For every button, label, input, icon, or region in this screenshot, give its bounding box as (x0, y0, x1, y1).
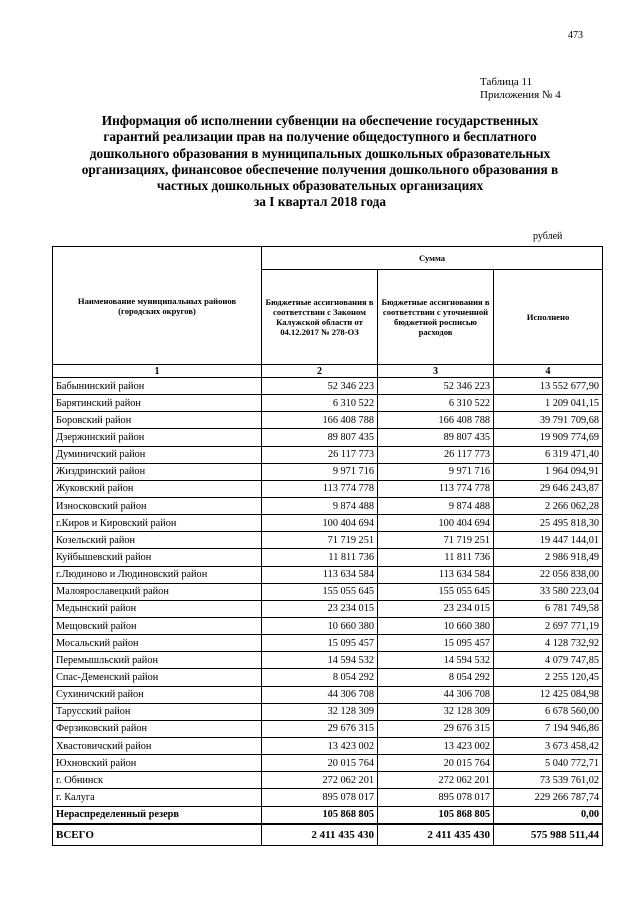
law-allocation: 6 310 522 (262, 395, 378, 412)
table-row (53, 446, 603, 463)
district-name: Нераспределенный резерв (53, 806, 262, 824)
revised-allocation: 9 874 488 (378, 497, 494, 514)
page-number: 473 (568, 30, 583, 41)
header-executed: Исполнено (494, 270, 603, 365)
district-name: Мещовский район (53, 617, 262, 634)
table-row (53, 720, 603, 737)
executed-amount: 0,00 (494, 806, 603, 824)
law-allocation: 155 055 645 (262, 583, 378, 600)
revised-allocation: 14 594 532 (378, 652, 494, 669)
table-row (53, 617, 603, 634)
law-allocation: 100 404 694 (262, 515, 378, 532)
executed-amount: 2 697 771,19 (494, 617, 603, 634)
header-name: Наименование муниципальных районов (городских округов) (53, 247, 262, 365)
executed-amount: 7 194 946,86 (494, 720, 603, 737)
revised-allocation: 113 774 778 (378, 480, 494, 497)
district-name: Жиздринский район (53, 463, 262, 480)
revised-allocation: 166 408 788 (378, 412, 494, 429)
revised-allocation: 9 971 716 (378, 463, 494, 480)
document-title (40, 113, 600, 211)
law-allocation: 895 078 017 (262, 789, 378, 806)
executed-amount: 1 209 041,15 (494, 395, 603, 412)
district-name: Перемышльский район (53, 652, 262, 669)
district-name: г.Киров и Кировский район (53, 515, 262, 532)
revised-allocation: 26 117 773 (378, 446, 494, 463)
district-name: Козельский район (53, 532, 262, 549)
revised-allocation: 113 634 584 (378, 566, 494, 583)
column-number: 3 (378, 365, 494, 378)
district-name: Боровский район (53, 412, 262, 429)
executed-amount: 4 079 747,85 (494, 652, 603, 669)
total-law-allocation: 2 411 435 430 (262, 824, 378, 846)
table-row (53, 378, 603, 395)
law-allocation: 15 095 457 (262, 635, 378, 652)
title-line: организациях, финансовое обеспечение получения дошкольного образования в (81, 161, 559, 177)
table-row (53, 480, 603, 497)
total-name: ВСЕГО (53, 824, 262, 846)
executed-amount: 1 964 094,91 (494, 463, 603, 480)
table-row (53, 772, 603, 789)
executed-amount: 19 909 774,69 (494, 429, 603, 446)
column-number: 2 (262, 365, 378, 378)
law-allocation: 10 660 380 (262, 617, 378, 634)
district-name: г. Обнинск (53, 772, 262, 789)
revised-allocation: 32 128 309 (378, 703, 494, 720)
title-line: частных дошкольных образовательных организациях (156, 178, 484, 194)
district-name: Думиничский район (53, 446, 262, 463)
executed-amount: 2 986 918,49 (494, 549, 603, 566)
total-executed: 575 988 511,44 (494, 824, 603, 846)
revised-allocation: 44 306 708 (378, 686, 494, 703)
appendix-label: Приложения № 4 (480, 89, 561, 101)
district-name: Сухиничский район (53, 686, 262, 703)
header-revised-allocation: Бюджетные ассигнования в соответствии с уточненной бюджетной росписью расходов (378, 270, 494, 365)
table-row (53, 463, 603, 480)
revised-allocation: 52 346 223 (378, 378, 494, 395)
executed-amount: 6 781 749,58 (494, 600, 603, 617)
revised-allocation: 105 868 805 (378, 806, 494, 824)
district-name: Мосальский район (53, 635, 262, 652)
law-allocation: 23 234 015 (262, 600, 378, 617)
law-allocation: 44 306 708 (262, 686, 378, 703)
law-allocation: 11 811 736 (262, 549, 378, 566)
table-label-block (480, 76, 600, 102)
header-sum: Сумма (262, 247, 603, 270)
table-row (53, 566, 603, 583)
law-allocation: 272 062 201 (262, 772, 378, 789)
law-allocation: 26 117 773 (262, 446, 378, 463)
district-name: Тарусский район (53, 703, 262, 720)
district-name: Бабынинский район (53, 378, 262, 395)
table-row (53, 806, 603, 824)
law-allocation: 8 054 292 (262, 669, 378, 686)
revised-allocation: 155 055 645 (378, 583, 494, 600)
revised-allocation: 272 062 201 (378, 772, 494, 789)
district-name: г.Людиново и Людиновский район (53, 566, 262, 583)
table-row (53, 635, 603, 652)
executed-amount: 22 056 838,00 (494, 566, 603, 583)
executed-amount: 2 266 062,28 (494, 497, 603, 514)
revised-allocation: 10 660 380 (378, 617, 494, 634)
law-allocation: 9 971 716 (262, 463, 378, 480)
table-row (53, 652, 603, 669)
district-name: Хвастовичский район (53, 737, 262, 754)
law-allocation: 52 346 223 (262, 378, 378, 395)
district-name: Малоярославецкий район (53, 583, 262, 600)
table-row (53, 755, 603, 772)
executed-amount: 229 266 787,74 (494, 789, 603, 806)
revised-allocation: 23 234 015 (378, 600, 494, 617)
revised-allocation: 6 310 522 (378, 395, 494, 412)
table-row (53, 789, 603, 806)
table-row (53, 737, 603, 754)
district-name: Жуковский район (53, 480, 262, 497)
table-row (53, 686, 603, 703)
district-name: Медынский район (53, 600, 262, 617)
revised-allocation: 89 807 435 (378, 429, 494, 446)
law-allocation: 32 128 309 (262, 703, 378, 720)
table-body (53, 378, 603, 824)
units-label: рублей (533, 231, 563, 242)
executed-amount: 3 673 458,42 (494, 737, 603, 754)
district-name: г. Калуга (53, 789, 262, 806)
total-revised-allocation: 2 411 435 430 (378, 824, 494, 846)
law-allocation: 20 015 764 (262, 755, 378, 772)
total-row (53, 824, 603, 846)
law-allocation: 113 634 584 (262, 566, 378, 583)
revised-allocation: 8 054 292 (378, 669, 494, 686)
law-allocation: 14 594 532 (262, 652, 378, 669)
title-line: Информация об исполнении субвенции на обеспечение государственных (101, 113, 539, 128)
table-row (53, 669, 603, 686)
table-row (53, 497, 603, 514)
law-allocation: 9 874 488 (262, 497, 378, 514)
table-row (53, 703, 603, 720)
revised-allocation: 20 015 764 (378, 755, 494, 772)
revised-allocation: 13 423 002 (378, 737, 494, 754)
table-row (53, 532, 603, 549)
law-allocation: 113 774 778 (262, 480, 378, 497)
table-row (53, 395, 603, 412)
district-name: Куйбышевский район (53, 549, 262, 566)
title-line: дошкольного образования в муниципальных дошкольных образовательных (89, 145, 551, 161)
revised-allocation: 15 095 457 (378, 635, 494, 652)
executed-amount: 2 255 120,45 (494, 669, 603, 686)
title-line: гарантий реализации прав на получение общедоступного и бесплатного (103, 129, 537, 145)
district-name: Износковский район (53, 497, 262, 514)
revised-allocation: 100 404 694 (378, 515, 494, 532)
revised-allocation: 895 078 017 (378, 789, 494, 806)
district-name: Дзержинский район (53, 429, 262, 446)
executed-amount: 19 447 144,01 (494, 532, 603, 549)
executed-amount: 33 580 223,04 (494, 583, 603, 600)
law-allocation: 105 868 805 (262, 806, 378, 824)
executed-amount: 39 791 709,68 (494, 412, 603, 429)
revised-allocation: 11 811 736 (378, 549, 494, 566)
executed-amount: 5 040 772,71 (494, 755, 603, 772)
column-number: 4 (494, 365, 603, 378)
executed-amount: 6 678 560,00 (494, 703, 603, 720)
executed-amount: 29 646 243,87 (494, 480, 603, 497)
law-allocation: 71 719 251 (262, 532, 378, 549)
executed-amount: 6 319 471,40 (494, 446, 603, 463)
law-allocation: 29 676 315 (262, 720, 378, 737)
column-number: 1 (53, 365, 262, 378)
title-line: за I квартал 2018 года (253, 194, 387, 210)
subvention-table (52, 246, 603, 846)
executed-amount: 4 128 732,92 (494, 635, 603, 652)
executed-amount: 13 552 677,90 (494, 378, 603, 395)
table-row (53, 412, 603, 429)
law-allocation: 166 408 788 (262, 412, 378, 429)
table-row (53, 515, 603, 532)
revised-allocation: 71 719 251 (378, 532, 494, 549)
table-row (53, 600, 603, 617)
law-allocation: 13 423 002 (262, 737, 378, 754)
header-law-allocation: Бюджетные ассигнования в соответствии с Законом Калужской области от 04.12.2017 № 278-ОЗ (262, 270, 378, 365)
table-label: Таблица 11 (480, 76, 533, 88)
district-name: Барятинский район (53, 395, 262, 412)
table-row (53, 429, 603, 446)
district-name: Ферзиковский район (53, 720, 262, 737)
district-name: Юхновский район (53, 755, 262, 772)
district-name: Спас-Деменский район (53, 669, 262, 686)
executed-amount: 12 425 084,98 (494, 686, 603, 703)
revised-allocation: 29 676 315 (378, 720, 494, 737)
table-row (53, 549, 603, 566)
law-allocation: 89 807 435 (262, 429, 378, 446)
table-row (53, 583, 603, 600)
executed-amount: 25 495 818,30 (494, 515, 603, 532)
executed-amount: 73 539 761,02 (494, 772, 603, 789)
